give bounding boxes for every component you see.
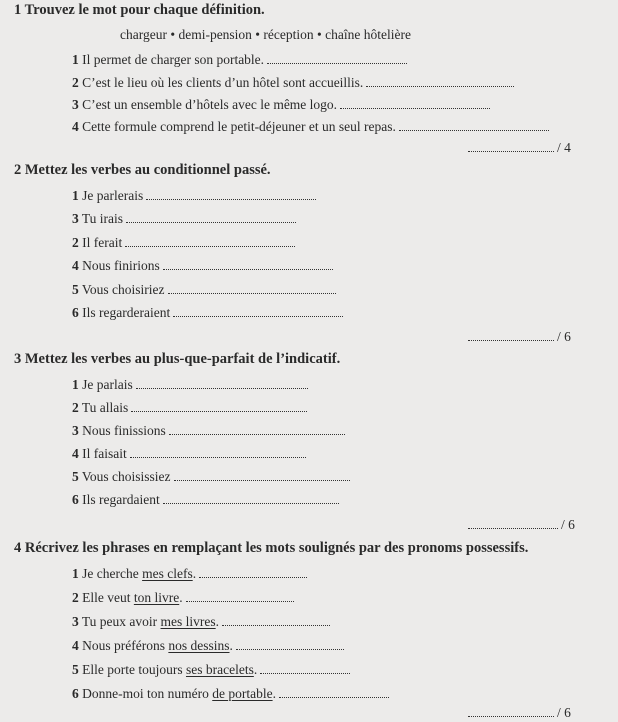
ex1-score: / 4 <box>468 140 571 156</box>
ex2-item-2: 3 Tu irais <box>72 211 296 227</box>
score-blank[interactable] <box>468 330 554 341</box>
exercise-4-title: 4 Récrivez les phrases en remplaçant les mots soulignés par des pronoms possessifs. <box>14 540 529 556</box>
score-blank[interactable] <box>468 706 554 717</box>
exercise-3-title: 3 Mettez les verbes au plus-que-parfait de l’indicatif. <box>14 351 341 367</box>
ex2-item-1: 1 Je parlerais <box>72 188 316 204</box>
answer-blank[interactable] <box>222 615 330 626</box>
answer-blank[interactable] <box>399 120 549 131</box>
answer-blank[interactable] <box>130 447 306 458</box>
ex3-item-1: 1 Je parlais <box>72 377 308 393</box>
answer-blank[interactable] <box>236 639 344 650</box>
answer-blank[interactable] <box>169 424 345 435</box>
score-blank[interactable] <box>468 518 558 529</box>
ex3-item-3: 3 Nous finissions <box>72 423 345 439</box>
ex3-score: / 6 <box>468 517 575 533</box>
answer-blank[interactable] <box>279 687 389 698</box>
ex2-item-6: 6 Ils regarderaient <box>72 305 343 321</box>
ex4-item-1: 1 Je cherche mes clefs. <box>72 566 307 582</box>
answer-blank[interactable] <box>186 591 294 602</box>
answer-blank[interactable] <box>173 306 343 317</box>
ex3-item-5: 5 Vous choisissiez <box>72 469 350 485</box>
ex3-item-2: 2 Tu allais <box>72 400 307 416</box>
answer-blank[interactable] <box>174 470 350 481</box>
answer-blank[interactable] <box>260 663 350 674</box>
ex4-item-5: 5 Elle porte toujours ses bracelets. <box>72 662 350 678</box>
ex1-item-4: 4 Cette formule comprend le petit-déjeuner et un seul repas. <box>72 119 549 135</box>
answer-blank[interactable] <box>146 189 316 200</box>
answer-blank[interactable] <box>168 283 336 294</box>
answer-blank[interactable] <box>199 567 307 578</box>
answer-blank[interactable] <box>125 236 295 247</box>
exercise-2-title: 2 Mettez les verbes au conditionnel passé. <box>14 162 271 178</box>
ex2-item-3: 2 Il ferait <box>72 235 295 251</box>
ex1-item-3: 3 C’est un ensemble d’hôtels avec le même logo. <box>72 97 490 113</box>
word-bank: chargeur • demi-pension • réception • chaîne hôtelière <box>120 27 411 42</box>
ex1-item-1: 1 Il permet de charger son portable. <box>72 52 407 68</box>
ex4-item-6: 6 Donne-moi ton numéro de portable. <box>72 686 389 702</box>
answer-blank[interactable] <box>163 493 339 504</box>
answer-blank[interactable] <box>366 76 514 87</box>
ex4-item-2: 2 Elle veut ton livre. <box>72 590 294 606</box>
ex4-score: / 6 <box>468 705 571 721</box>
ex2-score: / 6 <box>468 329 571 345</box>
answer-blank[interactable] <box>136 378 308 389</box>
ex3-item-4: 4 Il faisait <box>72 446 306 462</box>
ex2-item-5: 5 Vous choisiriez <box>72 282 336 298</box>
ex3-item-6: 6 Ils regardaient <box>72 492 339 508</box>
answer-blank[interactable] <box>126 212 296 223</box>
answer-blank[interactable] <box>340 98 490 109</box>
answer-blank[interactable] <box>163 259 333 270</box>
exercise-1-title: 1 Trouvez le mot pour chaque définition. <box>14 2 265 18</box>
ex2-item-4: 4 Nous finirions <box>72 258 333 274</box>
answer-blank[interactable] <box>131 401 307 412</box>
score-blank[interactable] <box>468 141 554 152</box>
ex1-item-2: 2 C’est le lieu où les clients d’un hôtel sont accueillis. <box>72 75 514 91</box>
answer-blank[interactable] <box>267 53 407 64</box>
ex4-item-3: 3 Tu peux avoir mes livres. <box>72 614 330 630</box>
ex4-item-4: 4 Nous préférons nos dessins. <box>72 638 344 654</box>
